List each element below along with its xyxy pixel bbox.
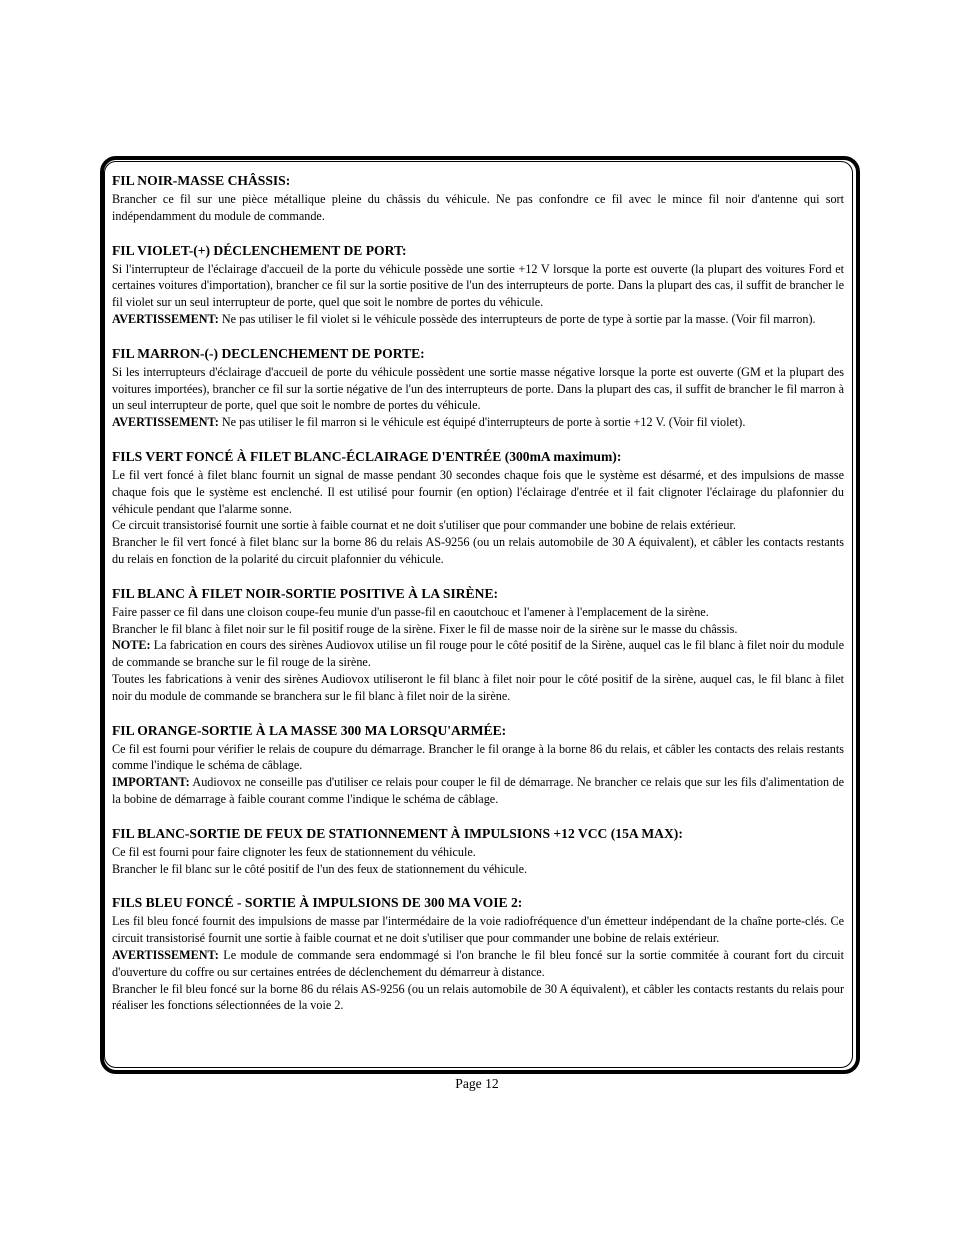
section-paragraph (112, 671, 844, 705)
paragraph-text: Faire passer ce fil dans une cloison coupe-feu munie d'un passe-fil en caoutchouc et l'amener à l'emplacement de la sirène. (112, 604, 709, 619)
wire-section (112, 722, 844, 808)
section-paragraph (112, 191, 844, 225)
section-heading: FILS BLEU FONCÉ - SORTIE À IMPULSIONS DE 300 MA VOIE 2: (112, 895, 523, 911)
paragraph-text: Brancher le fil blanc sur le côté positif de l'un des feux de stationnement du véhicule. (112, 861, 528, 876)
paragraph-label: AVERTISSEMENT: (112, 415, 219, 430)
paragraph-text: Ne pas utiliser le fil marron si le véhicule est équipé d'interrupteurs de porte à sortie +12 V. (Voir fil violet). (218, 415, 746, 430)
paragraph-label: AVERTISSEMENT: (112, 947, 219, 962)
paragraph-label: IMPORTANT: (112, 775, 190, 790)
section-paragraph (112, 467, 844, 517)
wire-section (112, 825, 844, 878)
section-heading: FIL VIOLET-(+) DÉCLENCHEMENT DE PORT: (112, 242, 407, 258)
section-paragraph (112, 981, 844, 1015)
section-paragraph (112, 947, 844, 981)
section-heading: FIL BLANC À FILET NOIR-SORTIE POSITIVE À LA SIRÈNE: (112, 585, 499, 601)
paragraph-text: Le module de commande sera endommagé si l'on branche le fil bleu foncé sur la sortie commitée à courant fort du circuit d'ouverture du coffre ou sur certaines entrées de déclenchement du démarreur à distance. (112, 947, 844, 979)
section-paragraph (112, 604, 844, 621)
paragraph-text: Brancher le fil vert foncé à filet blanc sur la borne 86 du relais AS-9256 (ou un relais automobile de 30 A équivalent), et câbler les contacts restants du relais en fonction de la polarité du circuit plafonnier du véhicule. (112, 535, 844, 566)
paragraph-text: Ne pas utiliser le fil violet si le véhicule possède des interrupteurs de porte de type à sortie par la masse. (Voir fil marron). (218, 311, 816, 326)
document-body (112, 172, 844, 1014)
section-paragraph (112, 637, 844, 671)
section-paragraph (112, 844, 844, 861)
section-heading: FIL ORANGE-SORTIE À LA MASSE 300 MA LORSQU'ARMÉE: (112, 722, 507, 738)
wire-section (112, 345, 844, 431)
paragraph-text: Audiovox ne conseille pas d'utiliser ce relais pour couper le fil de démarrage. Ne brancher ce relais que sur les fils d'alimentation de la bobine de démarrage à faible courant comme l'indique le schéma de câblage. (112, 775, 844, 806)
paragraph-text: Si les interrupteurs d'éclairage d'accueil de porte du véhicule possèdent une sortie masse négative lorsque la porte est ouverte (GM et la plupart des voitures importées), brancher ce fil sur la sortie négative de l'un des interrupteurs de porte. Dans la plupart des cas, il suffit de brancher le fil marron à un seul interrupteur de porte, quel que soit le nombre de portes du véhicule. (112, 364, 844, 413)
wire-section (112, 448, 844, 568)
section-paragraph (112, 913, 844, 947)
wire-section (112, 585, 844, 705)
section-heading: FIL NOIR-MASSE CHÂSSIS: (112, 173, 291, 188)
paragraph-text: La fabrication en cours des sirènes Audiovox utilise un fil rouge pour le côté positif de la Sirène, auquel cas le fil blanc à filet noir du module de commande se branche sur le fil rouge de la sirène. (112, 638, 844, 670)
section-paragraph (112, 414, 844, 431)
section-paragraph (112, 261, 844, 311)
wire-section (112, 172, 844, 225)
paragraph-label: NOTE: (112, 638, 151, 653)
wire-section (112, 894, 844, 1014)
section-heading: FIL BLANC-SORTIE DE FEUX DE STATIONNEMENT À IMPULSIONS +12 VCC (15A MAX): (112, 825, 683, 841)
section-paragraph (112, 861, 844, 878)
section-paragraph (112, 517, 844, 534)
paragraph-text: Toutes les fabrications à venir des sirènes Audiovox utiliseront le fil blanc à filet noir pour le côté positif de la sirène, auquel cas, le fil blanc à filet noir du module de commande se branchera sur le fil blanc à filet noir de la sirène. (112, 671, 844, 703)
section-paragraph (112, 364, 844, 414)
paragraph-text: Le fil vert foncé à filet blanc fournit un signal de masse pendant 30 secondes chaque fois que le système est désarmé, et des impulsions de masse chaque fois que le système est enclenché. Il est utilisé pour fournir (en option) l'éclairage d'entrée et il fait clignoter l'éclairage du plafonnier du véhicule pendant que l'alarme sonne. (112, 467, 844, 516)
wire-section (112, 242, 844, 328)
section-paragraph (112, 774, 844, 808)
paragraph-text: Si l'interrupteur de l'éclairage d'accueil de la porte du véhicule possède une sortie +12 V lorsque la porte est ouverte (la plupart des voitures Ford et certaines voitures d'importation), brancher ce fil sur la sortie positive de l'un des interrupteurs de porte. Dans la plupart des cas, il suffit de brancher le fil violet sur un seul interrupteur de porte, quel que soit le nombre de portes du véhicule. (112, 261, 844, 310)
section-paragraph (112, 534, 844, 568)
paragraph-text: Ce fil est fourni pour faire clignoter les feux de stationnement du véhicule. (112, 844, 476, 859)
section-paragraph (112, 311, 844, 328)
paragraph-text: Ce fil est fourni pour vérifier le relais de coupure du démarrage. Brancher le fil orange à la borne 86 du relais, et câbler les contacts des relais restants comme l'indique le schéma de câblage. (112, 741, 844, 773)
paragraph-text: Ce circuit transistorisé fournit une sortie à faible cournat et ne doit s'utiliser que pour commander une bobine de relais extérieur. (112, 518, 736, 533)
paragraph-text: Les fil bleu foncé fournit des impulsions de masse par l'intermédaire de la voie radiofréquence d'un émetteur indépendant de la chaîne porte-clés. Ce circuit transistorisé fournit une sortie à faible cournat et ne doit s'utiliser que pour commander une bobine de relais extérieur. (112, 914, 844, 946)
section-heading: FILS VERT FONCÉ À FILET BLANC-ÉCLAIRAGE D'ENTRÉE (300mA maximum): (112, 448, 622, 464)
section-paragraph (112, 741, 844, 775)
paragraph-text: Brancher le fil blanc à filet noir sur le fil positif rouge de la sirène. Fixer le fil de masse noir de la sirène sur le masse du châssis. (112, 621, 738, 636)
paragraph-text: Brancher le fil bleu foncé sur la borne 86 du rélais AS-9256 (ou un relais automobile de 30 A équivalent), et câbler les contacts restants du relais pour réaliser les fonctions sélectionnées de la voie 2. (112, 981, 844, 1013)
paragraph-text: Brancher ce fil sur une pièce métallique pleine du châssis du véhicule. Ne pas confondre ce fil avec le mince fil noir d'antenne qui sort indépendamment du module de commande. (112, 192, 844, 223)
paragraph-label: AVERTISSEMENT: (112, 311, 219, 326)
section-paragraph (112, 621, 844, 638)
section-heading: FIL MARRON-(-) DECLENCHEMENT DE PORTE: (112, 345, 425, 361)
page-number: Page 12 (455, 1076, 499, 1091)
